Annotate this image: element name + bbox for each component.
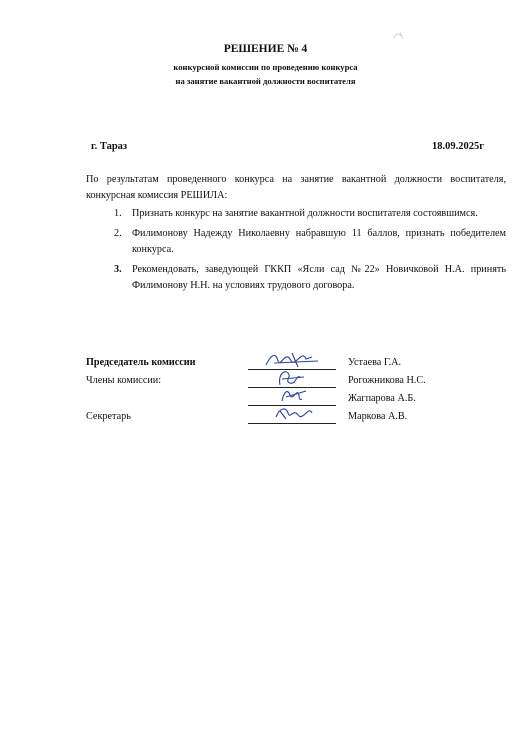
intro-paragraph: По результатам проведенного конкурса на занятие вакантной должности воспитателя, конкурсная комиссия РЕШИЛА: xyxy=(86,174,506,201)
decision-item xyxy=(108,226,506,258)
document-title: РЕШЕНИЕ № 4 xyxy=(223,43,308,55)
document-subtitle-line1: конкурсной комиссии по проведению конкурса xyxy=(173,62,358,72)
signature-name: Устаева Г.А. xyxy=(348,357,402,368)
decision-text: Филимонову Надежду Николаевну набравшую 11 баллов, признать победителем конкурса. xyxy=(132,228,506,255)
signature-name: Маркова А.В. xyxy=(348,411,408,422)
decision-list xyxy=(108,206,506,298)
city-label: г. Тараз xyxy=(91,141,128,152)
scan-mark-icon xyxy=(392,30,406,42)
decision-text: Признать конкурс на занятие вакантной должности воспитателя состоявшимся. xyxy=(132,208,478,219)
decision-item xyxy=(108,206,506,222)
decision-number: 1. xyxy=(114,208,122,219)
decision-number: 2. xyxy=(114,228,122,239)
signature-name: Рогожникова Н.С. xyxy=(348,375,426,386)
signature-role: Председатель комиссии xyxy=(86,357,196,368)
handwritten-signature xyxy=(262,403,322,425)
document-subtitle-line2: на занятие вакантной должности воспитателя xyxy=(175,76,356,86)
decision-text: Рекомендовать, заведующей ГККП «Ясли сад №22» Новичковой Н.А. принять Филимонову Н.Н. на условиях трудового договора. xyxy=(132,264,506,291)
signature-role: Секретарь xyxy=(86,411,131,422)
signature-role: Члены комиссии: xyxy=(86,375,162,386)
date-label: 18.09.2025г xyxy=(432,141,485,152)
decision-number: 3. xyxy=(114,264,122,275)
signature-name: Жагпарова А.Б. xyxy=(348,393,416,404)
decision-item xyxy=(108,262,506,294)
